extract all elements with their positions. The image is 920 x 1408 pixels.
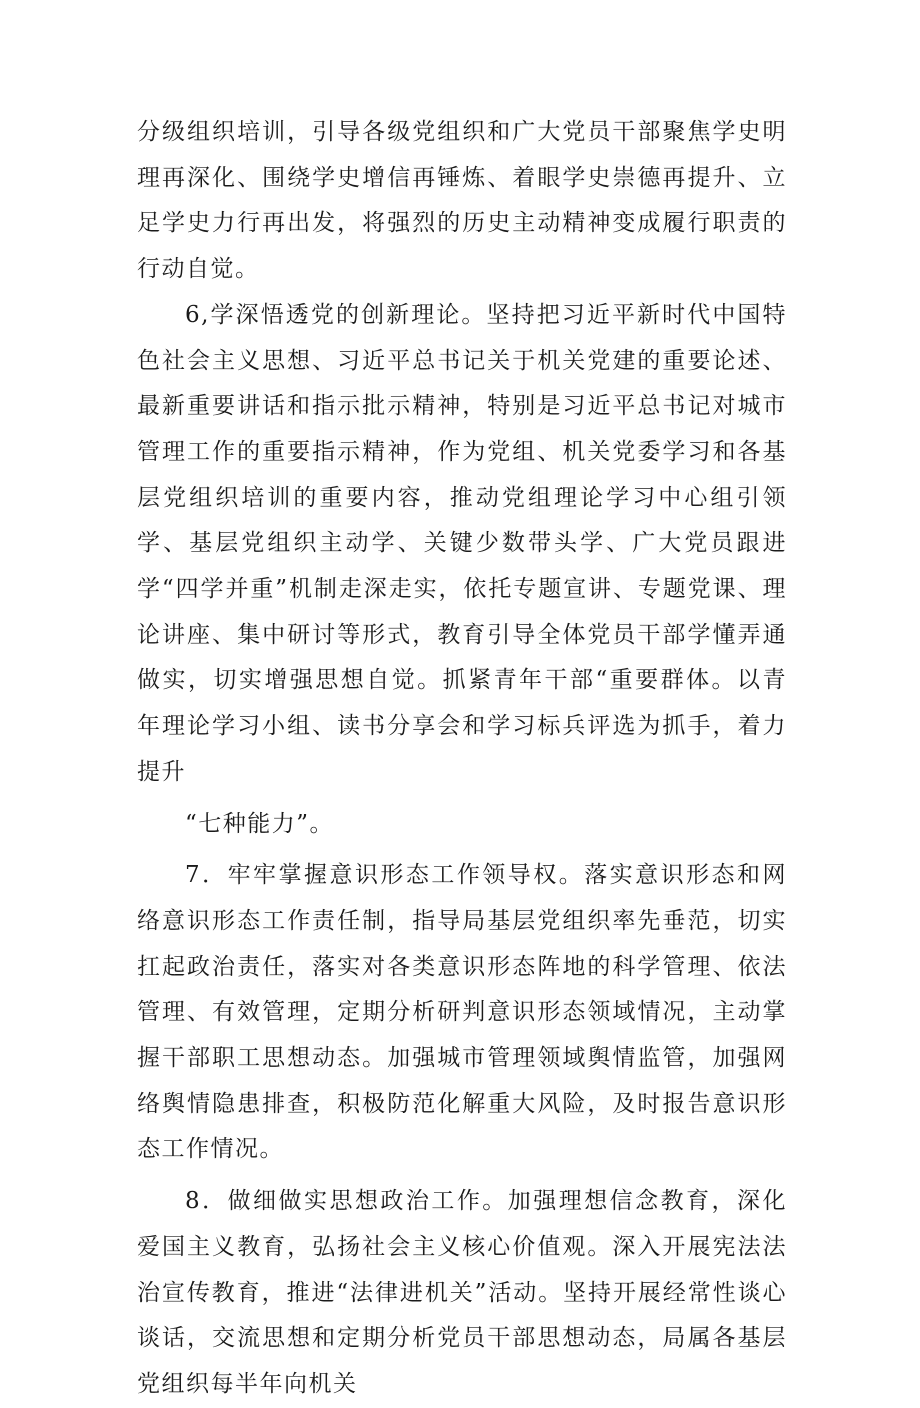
paragraph-item-8: 8．做细做实思想政治工作。加强理想信念教育，深化爱国主义教育，弘扬社会主义核心价值观。深入开展宪法法治宣传教育，推进“法律进机关”活动。坚持开展经常性谈心谈话，交流思想和定期分析党员干部思想动态，局属各基层党组织每半年向机关 [137, 1188, 787, 1397]
paragraph-item-7: 7．牢牢掌握意识形态工作领导权。落实意识形态和网络意识形态工作责任制，指导局基层党组织率先垂范，切实扛起政治责任，落实对各类意识形态阵地的科学管理、依法管理、有效管理，定期分析研判意识形态领域情况，主动掌握干部职工思想动态。加强城市管理领域舆情监管，加强网络舆情隐患排查，积极防范化解重大风险，及时报告意识形态工作情况。 [137, 862, 787, 1163]
document-body [137, 110, 787, 1408]
paragraph-item-6: 6,学深悟透党的创新理论。坚持把习近平新时代中国特色社会主义思想、习近平总书记关于机关党建的重要论述、最新重要讲话和指示批示精神，特别是习近平总书记对城市管理工作的重要指示精神，作为党组、机关党委学习和各基层党组织培训的重要内容，推动党组理论学习中心组引领学、基层党组织主动学、关键少数带头学、广大党员跟进学“四学并重”机制走深走实，依托专题宣讲、专题党课、理论讲座、集中研讨等形式，教育引导全体党员干部学懂弄通做实，切实增强思想自觉。抓紧青年干部“重要群体。以青年理论学习小组、读书分享会和学习标兵评选为抓手，着力提升 [137, 301, 787, 785]
paragraph-continuation: 分级组织培训，引导各级党组织和广大党员干部聚焦学史明理再深化、围绕学史增信再锤炼、着眼学史崇德再提升、立足学史力行再出发，将强烈的历史主动精神变成履行职责的行动自觉。 [137, 119, 787, 283]
paragraph-fragment: “七种能力”。 [185, 810, 335, 837]
